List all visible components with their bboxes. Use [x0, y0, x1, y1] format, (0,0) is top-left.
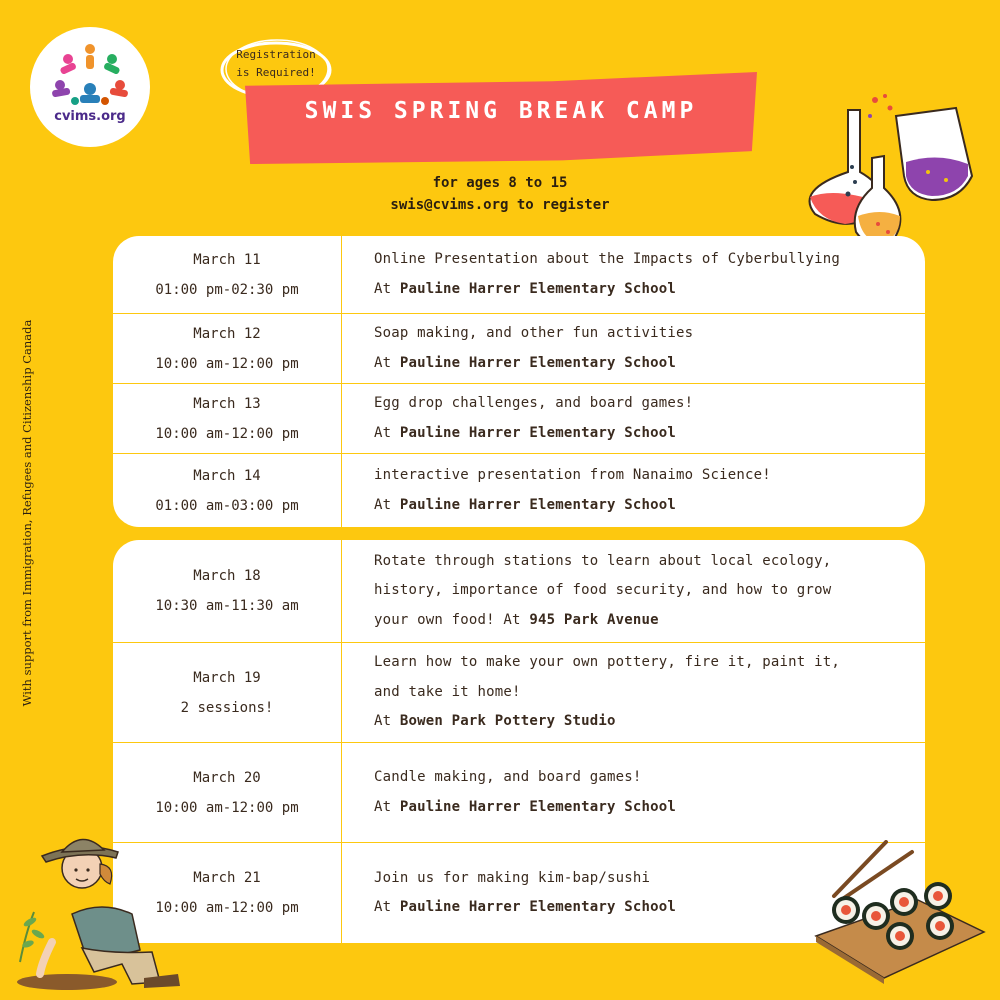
event-time: 10:00 am-12:00 pm [155, 425, 299, 442]
event-at: At [374, 713, 400, 730]
schedule-row [113, 642, 925, 742]
event-description: Learn how to make your own pottery, fire it, paint it, [374, 654, 840, 671]
page-title: SWIS SPRING BREAK CAMP [304, 98, 698, 124]
event-location: Pauline Harrer Elementary School [399, 424, 677, 441]
registration-line1: Registration [236, 48, 316, 61]
event-description: Join us for making kim-bap/sushi [374, 869, 651, 886]
event-description: history, importance of food security, and how to grow [374, 582, 832, 599]
beakers-icon [800, 92, 990, 252]
event-date: March 18 [193, 568, 261, 584]
event-time: 10:00 am-12:00 pm [155, 355, 299, 372]
event-date: March 13 [193, 395, 261, 412]
event-date: March 11 [193, 251, 261, 268]
cvims-people-icon [30, 27, 150, 147]
event-location: Pauline Harrer Elementary School [399, 280, 677, 297]
event-description: Candle making, and board games! [374, 769, 642, 785]
event-date: March 14 [193, 467, 261, 484]
event-time: 10:30 am-11:30 am [155, 598, 299, 614]
event-location: Pauline Harrer Elementary School [399, 354, 677, 371]
schedule-row [113, 313, 925, 383]
desc-cell [342, 743, 925, 842]
event-location: Pauline Harrer Elementary School [399, 496, 677, 513]
schedule-week1 [113, 236, 925, 527]
desc-cell [342, 454, 925, 527]
event-time: 10:00 am-12:00 pm [155, 799, 299, 816]
event-description: Online Presentation about the Impacts of Cyberbullying [374, 251, 840, 267]
sponsor-credit: With support from Immigration, Refugees and Citizenship Canada [20, 319, 34, 707]
desc-cell [342, 384, 925, 453]
event-at: At [374, 280, 400, 297]
date-cell [113, 540, 342, 642]
event-time: 2 sessions! [180, 699, 274, 716]
event-at: At [374, 354, 400, 371]
registration-badge [222, 46, 330, 82]
event-description: Soap making, and other fun activities [374, 325, 694, 341]
event-at: your own food! At [374, 611, 530, 628]
event-date: March 21 [193, 870, 261, 886]
schedule-row [113, 236, 925, 313]
date-cell [113, 384, 342, 453]
gardener-icon [12, 822, 192, 992]
schedule-row [113, 842, 925, 943]
cvims-logo [30, 27, 150, 147]
event-location: Bowen Park Pottery Studio [399, 713, 616, 730]
event-date: March 20 [193, 769, 261, 786]
desc-cell [342, 236, 925, 313]
event-time: 01:00 pm-02:30 pm [155, 281, 299, 298]
date-cell [113, 236, 342, 313]
registration-line2: is Required! [236, 66, 316, 79]
register-contact: swis@cvims.org to register [390, 197, 610, 213]
event-time: 01:00 am-03:00 pm [155, 497, 299, 514]
event-location: 945 Park Avenue [529, 611, 659, 628]
event-at: At [374, 899, 400, 915]
date-cell [113, 454, 342, 527]
schedule-row [113, 540, 925, 642]
date-cell [113, 314, 342, 383]
event-description: Egg drop challenges, and board games! [374, 395, 694, 411]
event-description: interactive presentation from Nanaimo Science! [374, 467, 771, 483]
event-date: March 12 [193, 325, 261, 342]
schedule-row [113, 453, 925, 527]
date-cell [113, 643, 342, 742]
logo-text: cvims.org [54, 109, 126, 124]
desc-cell [342, 643, 925, 742]
sushi-icon [812, 840, 988, 985]
event-location: Pauline Harrer Elementary School [399, 899, 677, 915]
event-date: March 19 [193, 669, 261, 686]
event-location: Pauline Harrer Elementary School [399, 798, 677, 815]
age-range: for ages 8 to 15 [432, 175, 568, 191]
event-time: 10:00 am-12:00 pm [155, 900, 299, 916]
event-description: and take it home! [374, 683, 521, 700]
desc-cell [342, 540, 925, 642]
schedule-week2 [113, 540, 925, 943]
desc-cell [342, 314, 925, 383]
schedule-row [113, 383, 925, 453]
event-at: At [374, 798, 400, 815]
event-at: At [374, 496, 400, 513]
schedule-row [113, 742, 925, 842]
event-at: At [374, 424, 400, 441]
event-description: Rotate through stations to learn about local ecology, [374, 552, 832, 569]
